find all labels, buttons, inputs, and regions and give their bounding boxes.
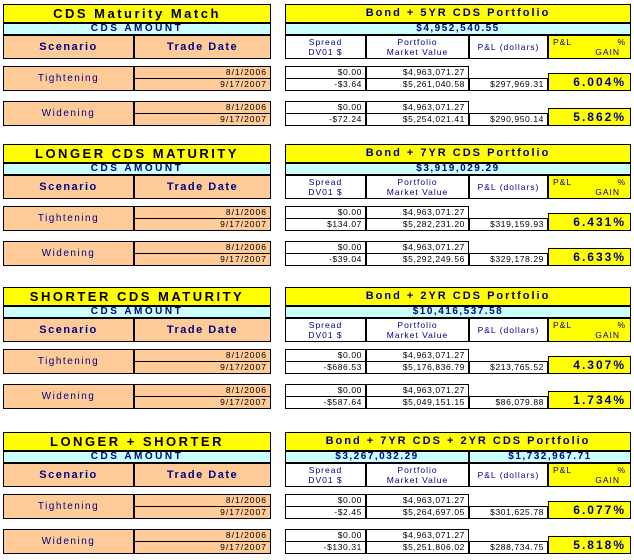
pl-dollars-cell: $86,079.88 [469,396,548,409]
pl-dollars-header: P&L (dollars) [469,35,548,59]
trade-date-cell: 8/1/2006 [134,384,271,397]
scenario-name: Widening [3,241,134,266]
percent-label: % [617,320,626,330]
pl-percent-gain-header [548,175,631,199]
scenario-name: Widening [3,529,134,554]
percent-label: % [617,177,626,187]
spread-dv01-cell: -$587.64 [285,396,366,409]
trade-date-cell: 9/17/2007 [134,253,271,266]
pl-dollars-header: P&L (dollars) [469,175,548,199]
spread-dv01-cell: -$72.24 [285,113,366,126]
pl-dollars-header: P&L (dollars) [469,463,548,487]
trade-date-cell: 9/17/2007 [134,541,271,554]
scenario-header: Scenario [3,463,134,487]
portfolio-market-value-header [366,35,469,59]
cds-amount-label: CDS AMOUNT [3,23,271,35]
spread-dv01-cell: $0.00 [285,101,366,114]
cds-amount-value: $3,267,032.29 [285,451,469,463]
gain-label: GAIN [595,47,620,57]
cds-amount-value: $3,919,029.29 [285,163,631,175]
portfolio-market-value-cell: $5,261,040.58 [366,78,469,91]
spread-dv01-header-line2: DV01 $ [308,47,343,57]
trade-date-cell: 9/17/2007 [134,78,271,91]
trade-date-cell: 8/1/2006 [134,494,271,507]
trade-date-header: Trade Date [134,175,271,199]
pl-percent-gain-cell: 5.862% [548,108,631,126]
portfolio-market-value-cell: $4,963,071.27 [366,66,469,79]
scenario-header: Scenario [3,318,134,342]
portfolio-market-value-header-line1: Portfolio [397,320,438,330]
portfolio-market-value-header [366,463,469,487]
scenario-header: Scenario [3,175,134,199]
spread-dv01-cell: -$130.31 [285,541,366,554]
trade-date-cell: 9/17/2007 [134,113,271,126]
trade-date-cell: 9/17/2007 [134,396,271,409]
trade-date-cell: 9/17/2007 [134,218,271,231]
trade-date-header: Trade Date [134,463,271,487]
gain-label: GAIN [595,330,620,340]
trade-date-cell: 9/17/2007 [134,506,271,519]
pl-dollars-cell: $319,159.93 [469,218,548,231]
cds-amount-label: CDS AMOUNT [3,451,271,463]
pl-dollars-cell: $290,950.14 [469,113,548,126]
portfolio-market-value-header-line2: Market Value [386,475,449,485]
portfolio-market-value-header-line2: Market Value [386,187,449,197]
pl-dollars-cell: $288,734.75 [469,541,548,554]
cds-amount-label: CDS AMOUNT [3,163,271,175]
pl-label: P&L [553,465,573,475]
portfolio-market-value-header-line1: Portfolio [397,177,438,187]
trade-date-cell: 9/17/2007 [134,361,271,374]
portfolio-title: Bond + 7YR CDS + 2YR CDS Portfolio [285,432,631,451]
portfolio-market-value-header-line1: Portfolio [397,465,438,475]
scenario-name: Tightening [3,349,134,374]
pl-dollars-header: P&L (dollars) [469,318,548,342]
scenario-name: Tightening [3,66,134,91]
portfolio-market-value-cell: $4,963,071.27 [366,206,469,219]
pl-dollars-cell: $297,969.31 [469,78,548,91]
pl-percent-gain-cell: 6.077% [548,501,631,519]
spread-dv01-header-line1: Spread [308,37,343,47]
gain-label: GAIN [595,475,620,485]
spread-dv01-header [285,318,366,342]
trade-date-header: Trade Date [134,318,271,342]
spread-dv01-cell: $0.00 [285,349,366,362]
pl-dollars-cell: $329,178.29 [469,253,548,266]
portfolio-market-value-cell: $5,282,231.20 [366,218,469,231]
spread-dv01-header-line2: DV01 $ [308,187,343,197]
spread-dv01-cell: $0.00 [285,529,366,542]
spread-dv01-cell: $0.00 [285,384,366,397]
spread-dv01-header [285,35,366,59]
cds-amount-value: $1,732,967.71 [469,451,631,463]
spread-dv01-header [285,463,366,487]
portfolio-market-value-header-line1: Portfolio [397,37,438,47]
spread-dv01-cell: $0.00 [285,66,366,79]
portfolio-market-value-cell: $5,292,249.56 [366,253,469,266]
portfolio-market-value-cell: $5,251,806.02 [366,541,469,554]
portfolio-market-value-cell: $5,254,021.41 [366,113,469,126]
spread-dv01-cell: -$686.53 [285,361,366,374]
pl-percent-gain-cell: 1.734% [548,391,631,409]
pl-percent-gain-cell: 5.818% [548,536,631,554]
pl-percent-gain-cell: 4.307% [548,356,631,374]
spread-dv01-header-line1: Spread [308,177,343,187]
spread-dv01-cell: -$2.45 [285,506,366,519]
cds-amount-label: CDS AMOUNT [3,306,271,318]
trade-date-cell: 8/1/2006 [134,101,271,114]
portfolio-title: Bond + 5YR CDS Portfolio [285,4,631,23]
gain-label: GAIN [595,187,620,197]
portfolio-market-value-cell: $4,963,071.27 [366,494,469,507]
trade-date-cell: 8/1/2006 [134,529,271,542]
scenario-name: Tightening [3,494,134,519]
spread-dv01-header [285,175,366,199]
portfolio-market-value-cell: $4,963,071.27 [366,349,469,362]
spread-dv01-cell: -$39.04 [285,253,366,266]
portfolio-market-value-cell: $4,963,071.27 [366,101,469,114]
trade-date-cell: 8/1/2006 [134,241,271,254]
portfolio-market-value-cell: $4,963,071.27 [366,384,469,397]
spread-dv01-cell: -$3.64 [285,78,366,91]
section-title: CDS Maturity Match [3,4,271,23]
percent-label: % [617,37,626,47]
portfolio-title: Bond + 2YR CDS Portfolio [285,287,631,306]
section-title: LONGER CDS MATURITY [3,144,271,163]
pl-dollars-cell: $213,765.52 [469,361,548,374]
portfolio-market-value-header-line2: Market Value [386,47,449,57]
spread-dv01-header-line1: Spread [308,320,343,330]
portfolio-market-value-cell: $5,176,836.79 [366,361,469,374]
trade-date-header: Trade Date [134,35,271,59]
spread-dv01-header-line1: Spread [308,465,343,475]
spread-dv01-cell: $0.00 [285,241,366,254]
pl-percent-gain-header [548,35,631,59]
pl-label: P&L [553,320,573,330]
cds-amount-value: $4,952,540.55 [285,23,631,35]
section-title: LONGER + SHORTER [3,432,271,451]
spread-dv01-cell: $134.07 [285,218,366,231]
scenario-name: Tightening [3,206,134,231]
pl-percent-gain-cell: 6.004% [548,73,631,91]
trade-date-cell: 8/1/2006 [134,206,271,219]
pl-percent-gain-header [548,318,631,342]
portfolio-market-value-cell: $5,264,697.05 [366,506,469,519]
portfolio-market-value-header [366,175,469,199]
spread-dv01-cell: $0.00 [285,494,366,507]
section-title: SHORTER CDS MATURITY [3,287,271,306]
scenario-name: Widening [3,101,134,126]
pl-dollars-cell: $301,625.78 [469,506,548,519]
portfolio-market-value-cell: $4,963,071.27 [366,529,469,542]
pl-percent-gain-cell: 6.633% [548,248,631,266]
pl-label: P&L [553,37,573,47]
portfolio-title: Bond + 7YR CDS Portfolio [285,144,631,163]
trade-date-cell: 8/1/2006 [134,349,271,362]
spread-dv01-header-line2: DV01 $ [308,475,343,485]
spread-dv01-header-line2: DV01 $ [308,330,343,340]
spread-dv01-cell: $0.00 [285,206,366,219]
scenario-header: Scenario [3,35,134,59]
portfolio-market-value-header-line2: Market Value [386,330,449,340]
pl-percent-gain-header [548,463,631,487]
percent-label: % [617,465,626,475]
portfolio-market-value-cell: $5,049,151.15 [366,396,469,409]
cds-amount-value: $10,416,537.58 [285,306,631,318]
portfolio-market-value-header [366,318,469,342]
pl-label: P&L [553,177,573,187]
pl-percent-gain-cell: 6.431% [548,213,631,231]
portfolio-market-value-cell: $4,963,071.27 [366,241,469,254]
scenario-name: Widening [3,384,134,409]
trade-date-cell: 8/1/2006 [134,66,271,79]
